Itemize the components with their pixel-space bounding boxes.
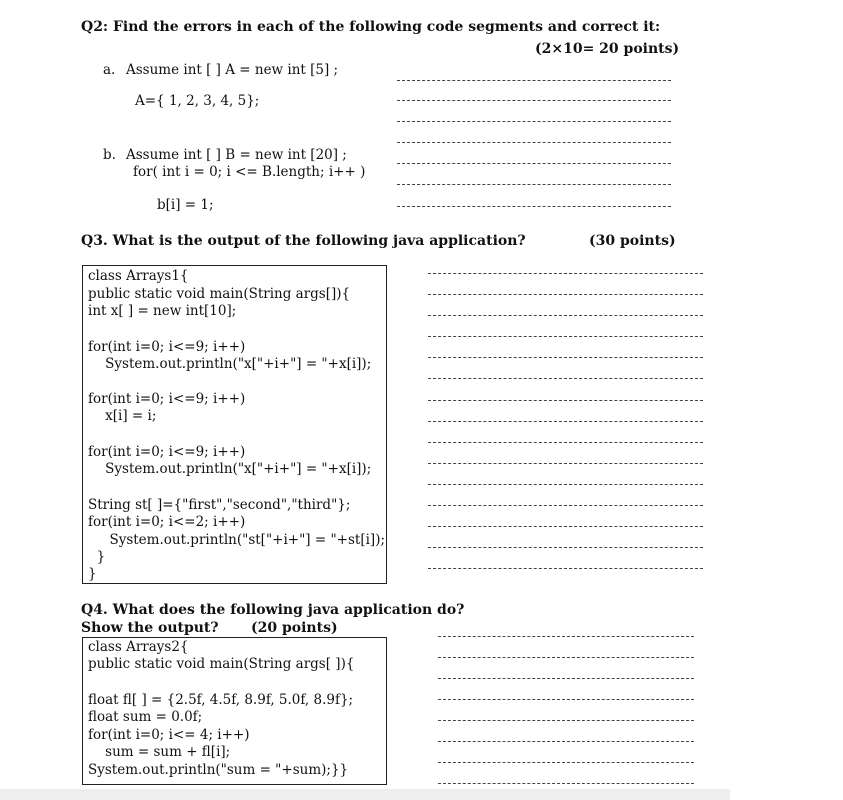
answer-line — [397, 80, 671, 81]
answer-line — [428, 294, 703, 295]
code-line: System.out.println("x["+i+"] = "+x[i]); — [88, 461, 372, 477]
answer-line — [428, 400, 703, 401]
q2-a-line1: Assume int [ ] A = new int [5] ; — [126, 62, 339, 78]
answer-line — [428, 547, 703, 548]
q2-title: Q2: Find the errors in each of the following code segments and correct it: — [81, 19, 661, 35]
answer-line — [428, 484, 703, 485]
answer-line — [438, 657, 694, 658]
q2-b-line1: Assume int [ ] B = new int [20] ; — [126, 147, 347, 163]
answer-line — [397, 206, 671, 207]
code-line: System.out.println("x["+i+"] = "+x[i]); — [88, 356, 372, 372]
answer-line — [428, 463, 703, 464]
answer-line — [438, 720, 694, 721]
q2-b-line3: b[i] = 1; — [157, 197, 214, 213]
code-line: class Arrays1{ — [88, 268, 189, 284]
code-line: x[i] = i; — [88, 408, 157, 424]
answer-line — [428, 378, 703, 379]
code-line: System.out.println("st["+i+"] = "+st[i]); — [88, 532, 386, 548]
q2-a-line2: A={ 1, 2, 3, 4, 5}; — [135, 93, 260, 109]
answer-line — [428, 336, 703, 337]
code-line: String st[ ]={"first","second","third"}; — [88, 497, 351, 513]
answer-line — [397, 142, 671, 143]
answer-line — [397, 163, 671, 164]
code-line: for(int i=0; i<=9; i++) — [88, 339, 246, 355]
q3-code-box — [82, 265, 387, 584]
answer-line — [397, 100, 671, 101]
q2-b-label: b. — [103, 147, 116, 163]
q4-points: (20 points) — [251, 620, 338, 636]
code-line: } — [88, 566, 97, 582]
code-line: for(int i=0; i<=9; i++) — [88, 391, 246, 407]
q2-points: (2×10= 20 points) — [535, 41, 680, 57]
code-line: float fl[ ] = {2.5f, 4.5f, 8.9f, 5.0f, 8.9f}; — [88, 692, 354, 708]
answer-line — [438, 762, 694, 763]
code-line: int x[ ] = new int[10]; — [88, 303, 237, 319]
code-line: } — [88, 549, 106, 565]
answer-line — [428, 273, 703, 274]
q3-title: Q3. What is the output of the following java application? — [81, 233, 526, 249]
answer-line — [438, 678, 694, 679]
answer-line — [438, 636, 694, 637]
answer-line — [428, 421, 703, 422]
answer-line — [428, 315, 703, 316]
code-line: float sum = 0.0f; — [88, 709, 203, 725]
code-line: sum = sum + fl[i]; — [88, 744, 231, 760]
q2-a-label: a. — [103, 62, 116, 78]
answer-line — [397, 184, 671, 185]
q2-b-line2: for( int i = 0; i <= B.length; i++ ) — [133, 164, 366, 180]
code-line: public static void main(String args[]){ — [88, 286, 351, 302]
code-line: public static void main(String args[ ]){ — [88, 656, 355, 672]
answer-line — [428, 505, 703, 506]
q4-code-box — [82, 637, 387, 785]
answer-line — [428, 357, 703, 358]
page-bottom-strip — [0, 789, 730, 800]
answer-line — [428, 526, 703, 527]
answer-line — [438, 783, 694, 784]
answer-line — [438, 699, 694, 700]
code-line: class Arrays2{ — [88, 639, 189, 655]
code-line: System.out.println("sum = "+sum);}} — [88, 762, 349, 778]
code-line: for(int i=0; i<=9; i++) — [88, 444, 246, 460]
q4-subtitle: Show the output? — [81, 620, 219, 636]
answer-line — [428, 568, 703, 569]
answer-line — [397, 121, 671, 122]
q4-title: Q4. What does the following java application do? — [81, 602, 465, 618]
code-line: for(int i=0; i<=2; i++) — [88, 514, 246, 530]
answer-line — [438, 741, 694, 742]
answer-line — [428, 442, 703, 443]
q3-points: (30 points) — [589, 233, 676, 249]
code-line: for(int i=0; i<= 4; i++) — [88, 727, 250, 743]
